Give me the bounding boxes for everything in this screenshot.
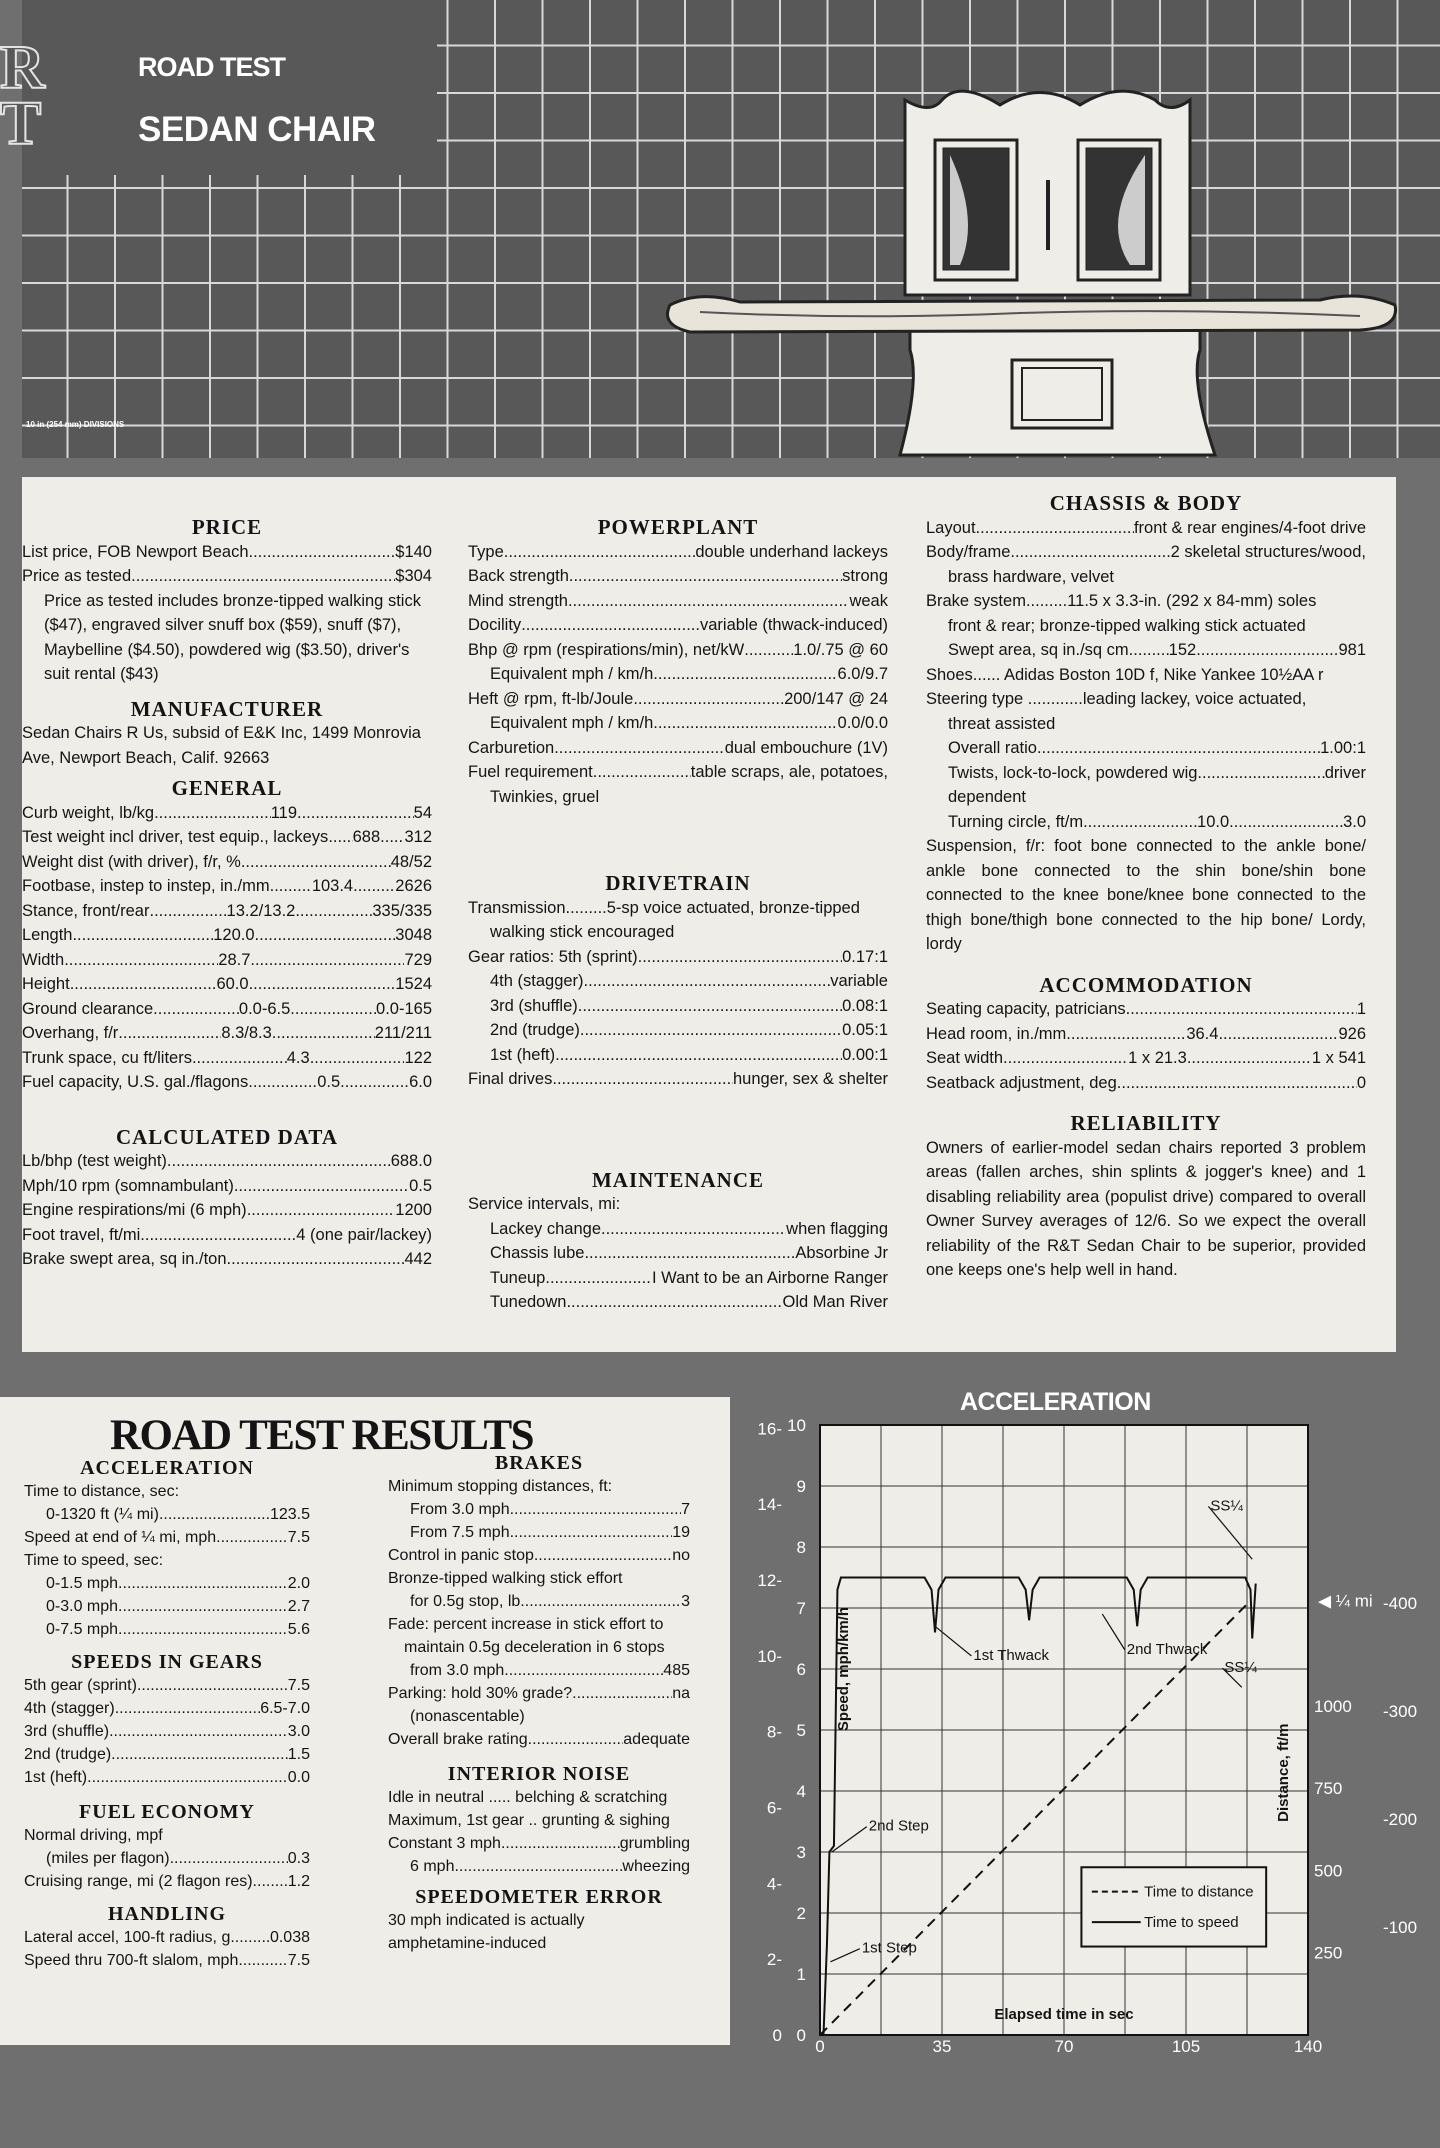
general-row: Length ..... 120.0 ..... 3048: [22, 923, 432, 948]
drivetrain-row: Gear ratios: 5th (sprint) ..... 0.17:1: [468, 945, 888, 970]
powerplant-row: Back strength ..... strong: [468, 564, 888, 589]
reliability-title: RELIABILITY: [1070, 1111, 1222, 1135]
parking-cont: (nonascentable): [410, 1708, 525, 1725]
grid-note: 10 in (254 mm) DIVISIONS: [26, 420, 125, 429]
y-tick-mph: 1: [796, 1965, 806, 1984]
brake-cont: front & rear; bronze-tipped walking stick actuated: [948, 616, 1306, 635]
maintenance-row: Tunedown ..... Old Man River: [468, 1290, 888, 1315]
x-tick: 140: [1293, 2037, 1323, 2055]
drivetrain-title: DRIVETRAIN: [605, 871, 751, 895]
y-tick-kmh: 4-: [766, 1874, 782, 1894]
general-title: GENERAL: [171, 776, 283, 800]
handling-row: Lateral accel, 100-ft radius, g ..... 0.038: [24, 1926, 310, 1949]
y-tick-mph: 2: [796, 1904, 806, 1923]
accommodation-row: Seating capacity, patricians ..... 1: [926, 997, 1366, 1022]
brakes-intro: Minimum stopping distances, ft:: [388, 1478, 613, 1495]
y-tick-mph: 5: [796, 1721, 806, 1740]
x-tick: 0: [815, 2037, 825, 2055]
general-rows: [22, 801, 432, 1095]
general-row: Height ..... 60.0 ..... 1524: [22, 972, 432, 997]
time-to-speed: Time to speed, sec:: [24, 1552, 164, 1569]
powerplant-row: Carburetion ..... dual embouchure (1V): [468, 736, 888, 761]
y-axis-label-left: Speed, mph/km/h: [835, 1606, 852, 1732]
speedo-line1: 30 mph indicated is actually: [388, 1912, 585, 1929]
x-axis-label: Elapsed time in sec: [994, 2006, 1134, 2023]
acceleration-row: 0-3.0 mph ..... 2.7: [24, 1595, 310, 1618]
parking-row: Parking: hold 30% grade? ..... na: [388, 1682, 690, 1705]
powerplant-row: Fuel requirement ..... table scraps, ale, potatoes,: [468, 760, 888, 785]
general-row: Stance, front/rear ..... 13.2/13.2 ..... 335/335: [22, 899, 432, 924]
annotation-label: 2nd Step: [868, 1817, 929, 1835]
maintenance-title: MAINTENANCE: [591, 1167, 764, 1192]
brakes-row: Control in panic stop ..... no: [388, 1544, 690, 1567]
general-row: Test weight incl driver, test equip., lackeys ..... 688 ..... 312: [22, 825, 432, 850]
fade-row: from 3.0 mph ..... 485: [388, 1659, 690, 1682]
general-row: Overhang, f/r ..... 8.3/8.3 ..... 211/211: [22, 1021, 432, 1046]
accommodation-row: Seat width ..... 1 x 21.3 ..... 1 x 541: [926, 1046, 1366, 1071]
price-title: PRICE: [191, 515, 263, 539]
noise-row: 6 mph ..... wheezing: [388, 1855, 690, 1878]
y-tick-m: -300: [1383, 1702, 1418, 1722]
handling-title: HANDLING: [107, 1903, 226, 1925]
general-row: Curb weight, lb/kg ..... 119 ..... 54: [22, 801, 432, 826]
chassis-title: CHASSIS & BODY: [1049, 491, 1243, 515]
calculated-row: Mph/10 rpm (somnambulant) ..... 0.5: [22, 1174, 432, 1199]
time-to-distance: Time to distance, sec:: [24, 1483, 180, 1500]
y-tick-mph: 8: [796, 1538, 806, 1557]
headline: SEDAN CHAIR: [138, 110, 376, 149]
annotation-label: SS¼: [1224, 1659, 1257, 1677]
y-tick-mph: 6: [796, 1660, 806, 1679]
y-tick-kmh: 0: [772, 2026, 782, 2045]
y-tick-m: -200: [1383, 1810, 1418, 1830]
noise-title: INTERIOR NOISE: [447, 1763, 631, 1785]
speeds-title: SPEEDS IN GEARS: [71, 1651, 263, 1673]
noise-row: Constant 3 mph ..... grumbling: [388, 1832, 690, 1855]
speed-row: 1st (heft) ..... 0.0: [24, 1766, 310, 1789]
y-tick-mph: 7: [796, 1599, 806, 1618]
maintenance-row: Tuneup ..... I Want to be an Airborne Ranger: [468, 1266, 888, 1291]
drivetrain-row: 2nd (trudge) ..... 0.05:1: [468, 1018, 888, 1043]
x-tick: 105: [1171, 2037, 1201, 2055]
powerplant-row: Heft @ rpm, ft-lb/Joule ..... 200/147 @ 24: [468, 687, 888, 712]
drivetrain-rows: [468, 945, 888, 1092]
acceleration-title: ACCELERATION: [80, 1457, 254, 1479]
fuel-row: Cruising range, mi (2 flagon res) ..... 1.2: [24, 1870, 310, 1893]
acceleration-chart: [720, 1415, 1440, 2055]
y-tick-kmh: 12-: [757, 1571, 782, 1591]
twists: Twists, lock-to-lock, powdered wig ..... driver: [926, 761, 1366, 786]
annotation-label: 1st Thwack: [973, 1646, 1049, 1664]
legend-time-to-distance: Time to distance: [1144, 1883, 1254, 1901]
powerplant-rows: [468, 540, 888, 785]
twists-cont: dependent: [948, 788, 1026, 806]
maintenance-row: Lackey change ..... when flagging: [468, 1217, 888, 1242]
general-row: Ground clearance ..... 0.0-6.5 ..... 0.0-165: [22, 997, 432, 1022]
y-tick-ft: 750: [1314, 1779, 1343, 1799]
powerplant-row: Mind strength ..... weak: [468, 589, 888, 614]
road-test-results-panel: [0, 1397, 730, 2045]
speedo-line2: amphetamine-induced: [388, 1935, 547, 1952]
noise-rows: [388, 1786, 690, 1878]
stick-effort-row: for 0.5g stop, lb ..... 3: [388, 1590, 690, 1613]
accommodation-row: Seatback adjustment, deg ..... 0: [926, 1071, 1366, 1096]
acceleration-distance-rows: [24, 1503, 310, 1549]
rt-logo: R T: [0, 34, 45, 158]
y-tick-kmh: 10-: [757, 1646, 782, 1666]
general-row: Trunk space, cu ft/liters ..... 4.3 ..... 122: [22, 1046, 432, 1071]
swept-area: Swept area, sq in./sq cm ..... 152 ..... 981: [926, 638, 1366, 663]
fuel-requirement-cont: Twinkies, gruel: [490, 787, 600, 806]
chassis-rows: [926, 516, 1366, 565]
acceleration-row: 0-1.5 mph ..... 2.0: [24, 1572, 310, 1595]
steering-cont: threat assisted: [948, 714, 1056, 733]
body-cont: brass hardware, velvet: [948, 567, 1114, 586]
acceleration-row: Speed at end of ¼ mi, mph ..... 7.5: [24, 1526, 310, 1549]
speeds-rows: [24, 1674, 310, 1789]
y-tick-ft: 1000: [1314, 1696, 1352, 1716]
legend-time-to-speed: Time to speed: [1144, 1914, 1239, 1932]
specifications-panel: [22, 477, 1396, 1352]
acceleration-speed-rows: [24, 1572, 310, 1641]
legend-box: [1081, 1867, 1266, 1946]
powerplant-row: Docility ..... variable (thwack-induced): [468, 613, 888, 638]
y-tick-mph: 10: [787, 1416, 806, 1435]
drivetrain-row: 4th (stagger) ..... variable: [468, 969, 888, 994]
speed-row: 2nd (trudge) ..... 1.5: [24, 1743, 310, 1766]
brakes-rows: [388, 1498, 690, 1567]
annotation-label: 1st Step: [861, 1939, 917, 1957]
y-tick-kmh: 6-: [766, 1798, 782, 1818]
stick-effort: Bronze-tipped walking stick effort: [388, 1570, 623, 1587]
powerplant-row: Equivalent mph / km/h ..... 0.0/0.0: [468, 711, 888, 736]
powerplant-row: Bhp @ rpm (respirations/min), net/kW ..... 1.0/.75 @ 60: [468, 638, 888, 663]
fuel-rows: [24, 1847, 310, 1893]
noise-row: Maximum, 1st gear .. grunting & sighing: [388, 1812, 670, 1829]
drivetrain-row: 3rd (shuffle) ..... 0.08:1: [468, 994, 888, 1019]
fuel-title: FUEL ECONOMY: [79, 1801, 255, 1823]
accommodation-row: Head room, in./mm ..... 36.4 ..... 926: [926, 1022, 1366, 1047]
manufacturer-text: Sedan Chairs R Us, subsid of E&K Inc, 1499 Monrovia Ave, Newport Beach, Calif. 92663: [22, 724, 421, 767]
powerplant-row: Equivalent mph / km/h ..... 6.0/9.7: [468, 662, 888, 687]
calculated-row: Engine respirations/mi (6 mph) ..... 1200: [22, 1198, 432, 1223]
chart-title: ACCELERATION: [960, 1388, 1151, 1416]
drivetrain-row: Final drives ..... hunger, sex & shelter: [468, 1067, 888, 1092]
shoes: Shoes...... Adidas Boston 10D f, Nike Yankee 10½AA r: [926, 665, 1324, 684]
y-tick-mph: 9: [796, 1477, 806, 1496]
chassis-row: Layout ..... front & rear engines/4-foot drive: [926, 516, 1366, 541]
y-tick-m: -400: [1383, 1594, 1418, 1614]
calculated-row: Brake swept area, sq in./ton ..... 442: [22, 1247, 432, 1272]
results-title: ROAD TEST RESULTS: [110, 1412, 534, 1459]
powerplant-row: Type ..... double underhand lackeys: [468, 540, 888, 565]
transmission: Transmission.........5-sp voice actuated, bronze-tipped: [468, 898, 860, 917]
speedo-title: SPEEDOMETER ERROR: [415, 1886, 663, 1908]
maintenance-intro: Service intervals, mi:: [468, 1195, 621, 1213]
y-axis-label-right: Distance, ft/m: [1275, 1723, 1292, 1822]
general-row: Fuel capacity, U.S. gal./flagons ..... 0.5 ..... 6.0: [22, 1070, 432, 1095]
annotation-label: SS¼: [1210, 1497, 1243, 1515]
y-tick-kmh: 16-: [757, 1419, 782, 1439]
general-row: Footbase, instep to instep, in./mm ..... 103.4 ..... 2626: [22, 874, 432, 899]
y-tick-kmh: 14-: [757, 1495, 782, 1515]
fuel-intro: Normal driving, mpf: [24, 1827, 163, 1844]
calculated-rows: [22, 1149, 432, 1272]
accommodation-title: ACCOMMODATION: [1039, 972, 1253, 997]
y-tick-ft: 250: [1314, 1943, 1343, 1963]
maintenance-row: Chassis lube ..... Absorbine Jr: [468, 1241, 888, 1266]
accommodation-rows: [926, 997, 1366, 1095]
brakes-row: From 7.5 mph ..... 19: [388, 1521, 690, 1544]
y-tick-kmh: 8-: [766, 1722, 782, 1742]
acceleration-row: 0-7.5 mph ..... 5.6: [24, 1618, 310, 1641]
handling-row: Speed thru 700-ft slalom, mph ..... 7.5: [24, 1949, 310, 1972]
y-tick-ft: 500: [1314, 1861, 1343, 1881]
x-tick: 70: [1054, 2037, 1074, 2055]
turning-circle: Turning circle, ft/m ..... 10.0 ..... 3.0: [926, 810, 1366, 835]
price-row: List price, FOB Newport Beach ..... $140: [22, 540, 432, 565]
y-tick-mph: 0: [796, 2026, 806, 2045]
y-tick-mph: 4: [796, 1782, 806, 1801]
y-tick-kmh: 2-: [766, 1950, 782, 1970]
overall-ratio: Overall ratio ..... 1.00:1: [926, 736, 1366, 761]
speed-row: 4th (stagger) ..... 6.5-7.0: [24, 1697, 310, 1720]
noise-row: Idle in neutral ..... belching & scratching: [388, 1789, 668, 1806]
calculated-title: CALCULATED DATA: [115, 1124, 339, 1149]
fuel-row: (miles per flagon) ..... 0.3: [24, 1847, 310, 1870]
brake-system: Brake system.........11.5 x 3.3-in. (292 x 84-mm) soles: [926, 592, 1317, 610]
overall-brake-row: Overall brake rating ..... adequate: [388, 1728, 690, 1751]
brakes-row: From 3.0 mph ..... 7: [388, 1498, 690, 1521]
calculated-row: Foot travel, ft/mi ..... 4 (one pair/lackey): [22, 1223, 432, 1248]
transmission-cont: walking stick encouraged: [490, 923, 675, 941]
suspension: Suspension, f/r: foot bone connected to the ankle bone/ ankle bone connected to the shin bone/shin bone connected to the knee bone/knee bone connected to the thigh bone/thigh bone connected to the hip bone/ Lordy, lordy: [926, 837, 1366, 953]
annotation-label: 2nd Thwack: [1126, 1640, 1208, 1658]
y-tick-mph: 3: [796, 1843, 806, 1862]
drivetrain-row: 1st (heft) ..... 0.00:1: [468, 1043, 888, 1068]
general-row: Width ..... 28.7 ..... 729: [22, 948, 432, 973]
handling-rows: [24, 1926, 310, 1972]
steering: Steering type ............leading lackey, voice actuated,: [926, 690, 1307, 708]
speed-row: 5th gear (sprint) ..... 7.5: [24, 1674, 310, 1697]
maintenance-rows: [468, 1217, 888, 1315]
fade: Fade: percent increase in stick effort to maintain 0.5g deceleration in 6 stops: [388, 1616, 665, 1656]
speed-row: 3rd (shuffle) ..... 3.0: [24, 1720, 310, 1743]
acceleration-row: 0-1320 ft (¼ mi) ..... 123.5: [24, 1503, 310, 1526]
sedan-chair-illustration: [660, 80, 1400, 458]
price-note: Price as tested includes bronze-tipped walking stick ($47), engraved silver snuff box ($59), snuff ($7), Maybelline ($4.50), powdered wig ($3.50), driver's suit rental ($43): [44, 591, 421, 683]
general-row: Weight dist (with driver), f/r, % ..... 48/52: [22, 850, 432, 875]
y-tick-m: -100: [1383, 1918, 1418, 1938]
reliability-text: Owners of earlier-model sedan chairs reported 3 problem areas (fallen arches, shin splints & jogger's knee) and 1 disabling reliability area (populist drive) compared to overall Owner Survey averages of 12/6. So we expect the overall reliability of the R&T Sedan Chair to be superior, provided one keeps one's help well in hand.: [926, 1138, 1366, 1279]
brakes-title: BRAKES: [494, 1452, 584, 1474]
chassis-row: Body/frame ..... 2 skeletal structures/wood,: [926, 540, 1366, 565]
x-tick: 35: [932, 2037, 952, 2055]
calculated-row: Lb/bhp (test weight) ..... 688.0: [22, 1149, 432, 1174]
kicker: ROAD TEST: [138, 52, 286, 82]
manufacturer-title: MANUFACTURER: [130, 696, 324, 721]
quarter-mile-label: ◀ ¼ mi: [1318, 1591, 1373, 1611]
powerplant-title: POWERPLANT: [597, 515, 759, 539]
price-row: Price as tested ..... $304: [22, 564, 432, 589]
